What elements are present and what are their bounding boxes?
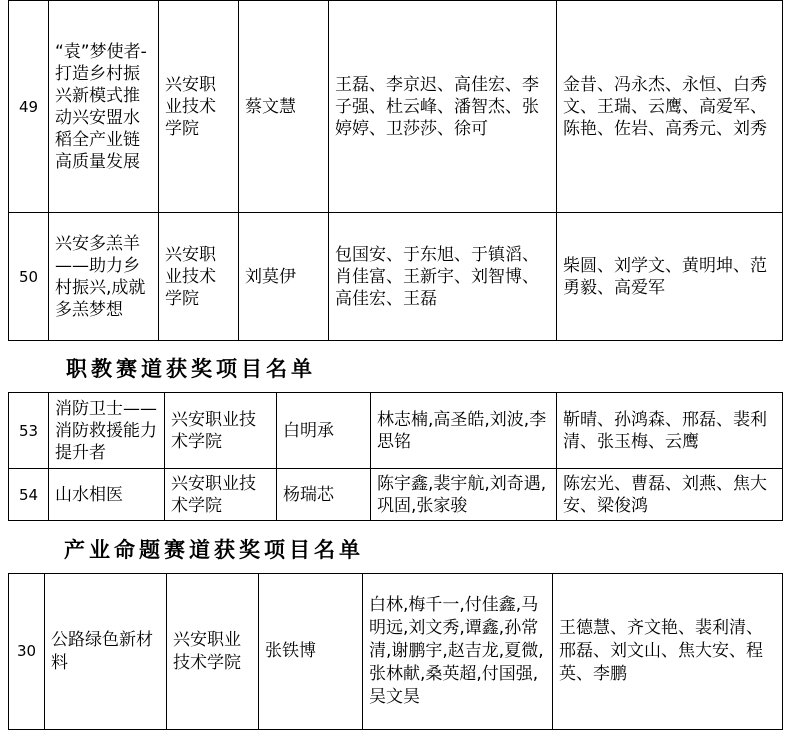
school-name: 兴安职业技术学院 (159, 1, 239, 213)
award-table-2 (8, 392, 783, 521)
leader-name: 张铁博 (259, 574, 363, 730)
table-row (9, 213, 783, 341)
project-name: 消防卫士——消防救援能力提升者 (49, 393, 165, 469)
advisors: 金昔、冯永杰、永恒、白秀文、王瑞、云鹰、高爱军、陈艳、佐岩、高秀元、刘秀 (557, 1, 783, 213)
advisors: 靳晴、孙鸿森、邢磊、裴利清、张玉梅、云鹰 (557, 393, 783, 469)
project-name: 山水相医 (49, 469, 165, 521)
row-number: 49 (9, 1, 49, 213)
school-name: 兴安职业技术学院 (165, 469, 277, 521)
award-table-3 (8, 573, 783, 730)
leader-name: 蔡文慧 (239, 1, 329, 213)
award-table-1 (8, 0, 783, 341)
table-row (9, 469, 783, 521)
advisors: 陈宏光、曹磊、刘燕、焦大安、梁俊鸿 (557, 469, 783, 521)
table-row (9, 574, 783, 730)
row-number: 30 (9, 574, 45, 730)
leader-name: 白明承 (277, 393, 371, 469)
leader-name: 杨瑞芯 (277, 469, 371, 521)
team-members: 林志楠,高圣皓,刘波,李思铭 (371, 393, 557, 469)
school-name: 兴安职业技术学院 (167, 574, 259, 730)
advisors: 王德慧、齐文艳、裴利清、邢磊、刘文山、焦大安、程英、李鹏 (553, 574, 783, 730)
row-number: 50 (9, 213, 49, 341)
table-row (9, 1, 783, 213)
section-heading-vocational: 职教赛道获奖项目名单 (66, 356, 316, 381)
team-members: 包国安、于东旭、于镇滔、肖佳富、王新宇、刘智博、高佳宏、王磊 (329, 213, 557, 341)
leader-name: 刘莫伊 (239, 213, 329, 341)
project-name: 兴安多羔羊——助力乡村振兴,成就多羔梦想 (49, 213, 159, 341)
team-members: 王磊、李京迟、高佳宏、李子强、杜云峰、潘智杰、张婷婷、卫莎莎、徐可 (329, 1, 557, 213)
row-number: 54 (9, 469, 49, 521)
team-members: 白林,梅千一,付佳鑫,马明远,刘文秀,谭鑫,孙常清,谢鹏宇,赵吉龙,夏微,张林献,桑英超,付国强,吴文昊 (363, 574, 553, 730)
advisors: 柴圆、刘学文、黄明坤、范勇毅、高爱军 (557, 213, 783, 341)
project-name: “袁”梦使者-打造乡村振兴新模式推动兴安盟水稻全产业链高质量发展 (49, 1, 159, 213)
school-name: 兴安职业技术学院 (165, 393, 277, 469)
table-row (9, 393, 783, 469)
project-name: 公路绿色新材料 (45, 574, 167, 730)
row-number: 53 (9, 393, 49, 469)
section-heading-industry: 产业命题赛道获奖项目名单 (64, 537, 364, 562)
team-members: 陈宇鑫,裴宇航,刘奇遇,巩固,张家骏 (371, 469, 557, 521)
school-name: 兴安职业技术学院 (159, 213, 239, 341)
